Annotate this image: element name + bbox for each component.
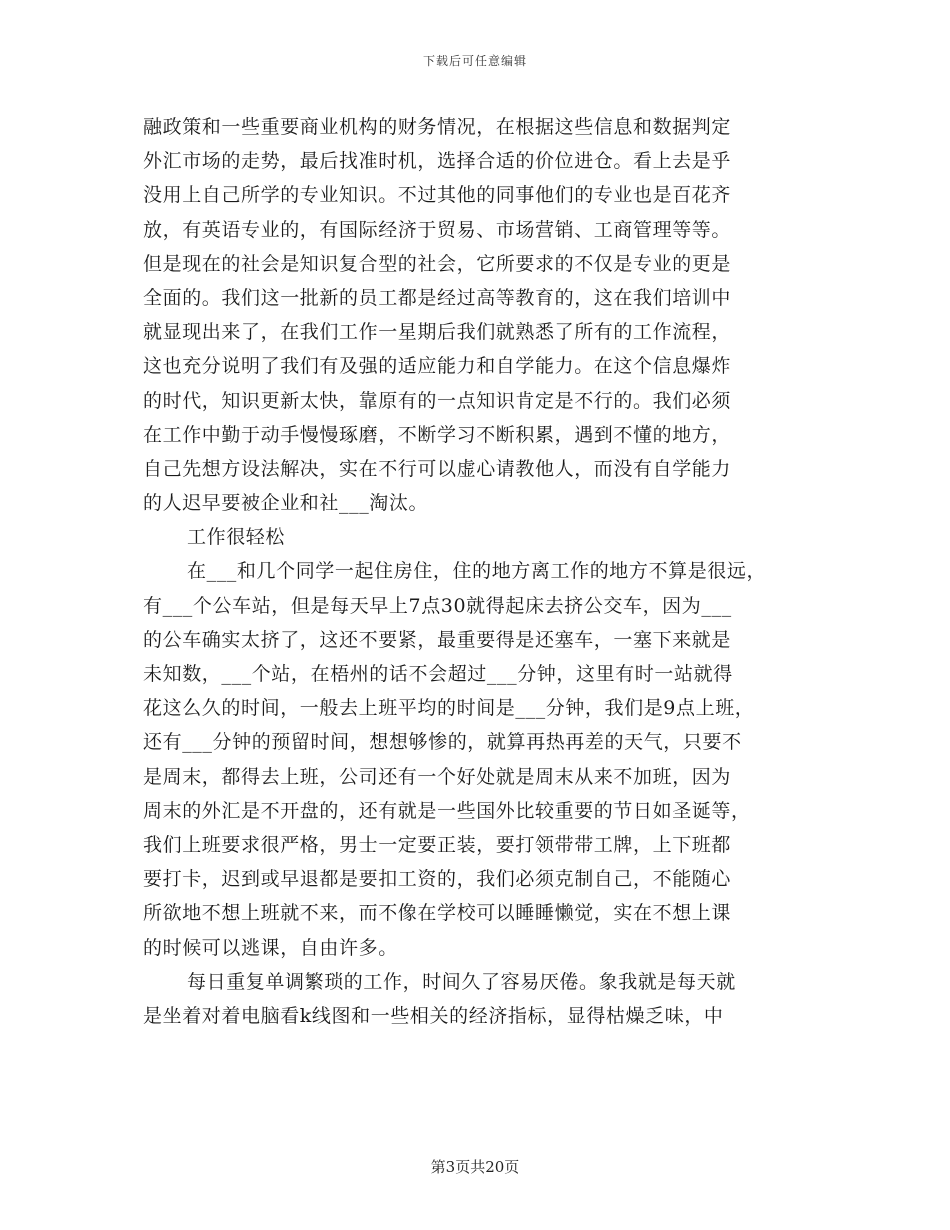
text-line: 融政策和一些重要商业机构的财务情况，在根据这些信息和数据判定 xyxy=(143,116,732,138)
text-line: 工作很轻松 xyxy=(187,526,286,549)
text-line: 的时候可以逃课，自由许多。 xyxy=(143,936,398,959)
text-line: 外汇市场的走势，最后找准时机，选择合适的价位进仓。看上去是乎 xyxy=(143,150,732,173)
text-line: 还有___分钟的预留时间，想想够惨的，就算再热再差的天气，只要不 xyxy=(143,731,742,754)
text-line: 就显现出来了，在我们工作一星期后我们就熟悉了所有的工作流程， xyxy=(143,321,732,344)
text-line: 未知数，___个站，在梧州的话不会超过___分钟，这里有时一站就得 xyxy=(143,663,733,685)
text-line: 的人迟早要被企业和社___淘汰。 xyxy=(143,492,429,515)
text-line: 全面的。我们这一批新的员工都是经过高等教育的，这在我们培训中 xyxy=(143,286,732,309)
text-line: 在工作中勤于动手慢慢琢磨，不断学习不断积累，遇到不懂的地方， xyxy=(143,423,732,446)
text-line: 在___和几个同学一起住房住，住的地方离工作的地方不算是很远， xyxy=(187,560,767,583)
text-line: 是周末，都得去上班，公司还有一个好处就是周末从来不加班，因为 xyxy=(143,765,732,788)
page-number-footer: 第3页共20页 xyxy=(430,1158,520,1176)
text-line: 这也充分说明了我们有及强的适应能力和自学能力。在这个信息爆炸 xyxy=(143,355,732,378)
text-line: 每日重复单调繁琐的工作，时间久了容易厌倦。象我就是每天就 xyxy=(187,970,736,993)
text-line: 但是现在的社会是知识复合型的社会，它所要求的不仅是专业的更是 xyxy=(143,252,732,275)
text-line: 所欲地不想上班就不来，而不像在学校可以睡睡懒觉，实在不想上课 xyxy=(143,902,732,925)
text-line: 没用上自己所学的专业知识。不过其他的同事他们的专业也是百花齐 xyxy=(143,184,732,207)
text-line: 要打卡，迟到或早退都是要扣工资的，我们必须克制自己，不能随心 xyxy=(143,868,732,891)
text-line: 的时代，知识更新太快，靠原有的一点知识肯定是不行的。我们必须 xyxy=(143,389,732,412)
text-line: 花这么久的时间，一般去上班平均的时间是___分钟，我们是9点上班， xyxy=(143,697,755,720)
text-line: 周末的外汇是不开盘的，还有就是一些国外比较重要的节日如圣诞等， xyxy=(143,799,751,822)
page-header: 下载后可任意编辑 xyxy=(422,54,527,68)
text-line: 是坐着对着电脑看k线图和一些相关的经济指标，显得枯燥乏味，中 xyxy=(143,1004,724,1027)
text-line: 自己先想方设法解决，实在不行可以虚心请教他人，而没有自学能力 xyxy=(143,457,732,480)
text-line: 我们上班要求很严格，男士一定要正装，要打领带带工牌，上下班都 xyxy=(143,833,732,856)
text-line: 放，有英语专业的，有国际经济于贸易、市场营销、工商管理等等。 xyxy=(143,218,732,241)
text-line: 有___个公车站，但是每天早上7点30就得起床去挤公交车，因为___ xyxy=(143,594,732,617)
document-body xyxy=(143,110,808,1033)
text-line: 的公车确实太挤了，这还不要紧，最重要得是还塞车，一塞下来就是 xyxy=(143,628,732,651)
